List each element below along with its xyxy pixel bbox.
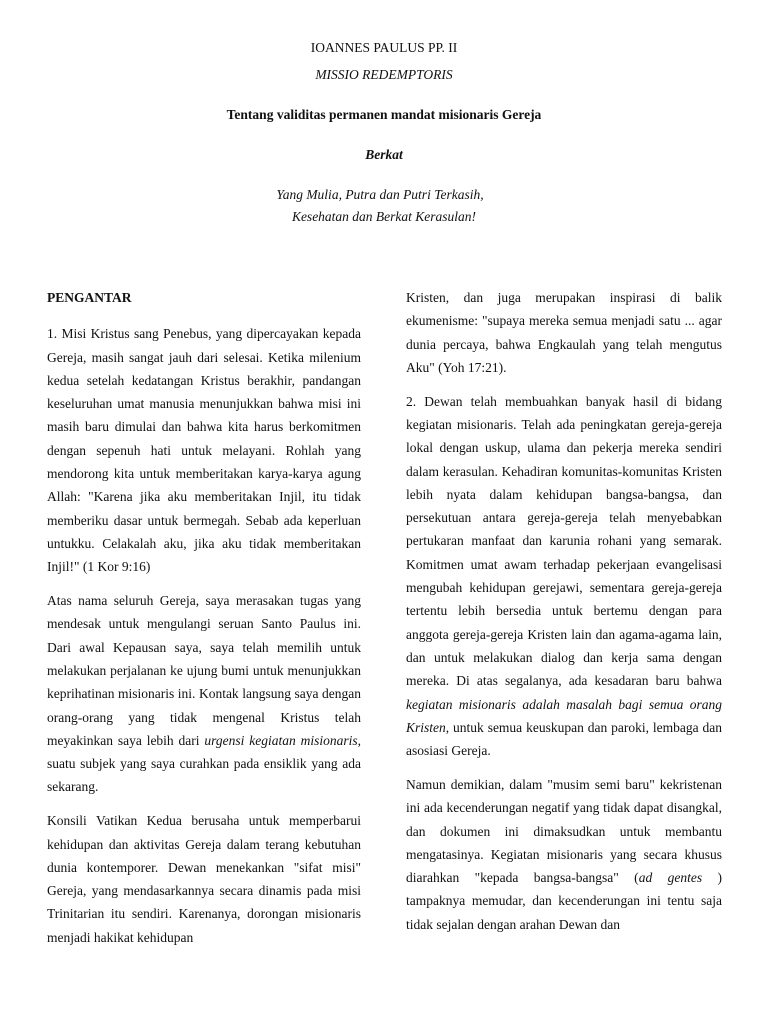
section-heading: PENGANTAR <box>47 290 132 305</box>
paragraph-5-text-b: , untuk semua keuskupan dan paroki, lembaga dan asosiasi Gereja. <box>406 719 722 759</box>
paragraph-6-text-a: Namun demikian, dalam "musim semi baru" kekristenan ini ada kecenderungan negatif yang tidak dapat disangkal, dan dokumen ini dimaksudkan untuk membantu mengatasinya. Kegiatan misionaris yang secara khusus diarahkan "kepada bangsa-bangsa" ( <box>406 776 722 886</box>
paragraph-6-text-b: ) tampaknya memudar, dan kecenderungan ini tentu saja tidak sejalan dengan arahan Dewan dan <box>406 870 723 932</box>
paragraph-3: Konsili Vatikan Kedua berusaha untuk memperbarui kehidupan dan aktivitas Gereja dalam terang kebutuhan dunia kontemporer. Dewan menekankan "sifat misi" Gereja, yang mendasarkannya secara dinamis pada misi Trinitarian itu sendiri. Karenanya, dorongan misionaris menjadi hakikat kehidupan <box>47 813 361 945</box>
greeting-line-1: Yang Mulia, Putra dan Putri Terkasih, <box>276 187 484 202</box>
document-title: MISSIO REDEMPTORIS <box>315 67 453 82</box>
right-column <box>406 286 722 947</box>
paragraph-5-emphasis: kegiatan misionaris adalah masalah bagi semua orang Kristen <box>406 696 722 735</box>
author-line: IOANNES PAULUS PP. II <box>310 40 458 55</box>
paragraph-2-text-b: , suatu subjek yang saya curahkan pada ensiklik yang ada sekarang. <box>47 732 362 795</box>
greeting-line-2: Kesehatan dan Berkat Kerasulan! <box>291 209 477 224</box>
left-column <box>47 286 361 960</box>
paragraph-6 <box>406 773 722 936</box>
paragraph-1: 1. Misi Kristus sang Penebus, yang dipercayakan kepada Gereja, masih sangat jauh dari selesai. Ketika milenium kedua setelah kedatangan Kristus berakhir, pandangan keseluruhan umat manusia menunjukkan bahwa misi ini masih baru dimulai dan bahwa kita harus berkomitmen dengan sepenuh hati untuk melayani. Rohlah yang mendorong kita untuk memberitakan karya-karya agung Allah: "Karena jika aku memberitakan Injil, itu tidak memberiku dasar untuk bermegah. Sebab ada keperluan untukku. Celakalah aku, jika aku tidak memberitakan Injil!" (1 Kor 9:16) <box>47 326 361 575</box>
paragraph-2-text-a: Atas nama seluruh Gereja, saya merasakan tugas yang mendesak untuk mengulangi seruan Santo Paulus ini. Dari awal Kepausan saya, saya telah memilih untuk melakukan perjalanan ke ujung bumi untuk menunjukkan keprihatinan misionaris ini. Kontak langsung saya dengan orang-orang yang tidak mengenal Kristus telah meyakinkan saya lebih dari <box>47 593 361 748</box>
paragraph-2 <box>47 589 361 799</box>
paragraph-5 <box>406 390 722 763</box>
paragraph-5-text-a: 2. Dewan telah membuahkan banyak hasil di bidang kegiatan misionaris. Telah ada peningkatan gereja-gereja lokal dengan uskup, ulama dan pekerja mereka sendiri dalam kerasulan. Kehadiran komunitas-komunitas Kristen lebih nyata dalam kehidupan bangsa-bangsa, dan persekutuan antara gereja-gereja telah menyebabkan pertukaran manfaat dan karunia rohani yang semarak. Komitmen umat awam terhadap pekerjaan evangelisasi mengubah kehidupan gerejawi, sementara gereja-gereja tertentu lebih bersedia untuk bertemu dengan para anggota gereja-gereja Kristen lain dan agama-agama lain, dan untuk melakukan dialog dan kerja sama dengan mereka. Di atas segalanya, ada kesadaran baru bahwa <box>406 393 722 689</box>
paragraph-2-emphasis: urgensi kegiatan misionaris <box>204 732 358 748</box>
paragraph-6-emphasis: ad gentes <box>638 870 703 886</box>
paragraph-4: Kristen, dan juga merupakan inspirasi di balik ekumenisme: "supaya mereka semua menjadi satu ... agar dunia percaya, bahwa Engkaulah yang telah mengutus Aku" (Yoh 17:21). <box>406 290 722 375</box>
document-subtitle: Tentang validitas permanen mandat misionaris Gereja <box>226 107 542 122</box>
blessing-line: Berkat <box>365 147 403 162</box>
